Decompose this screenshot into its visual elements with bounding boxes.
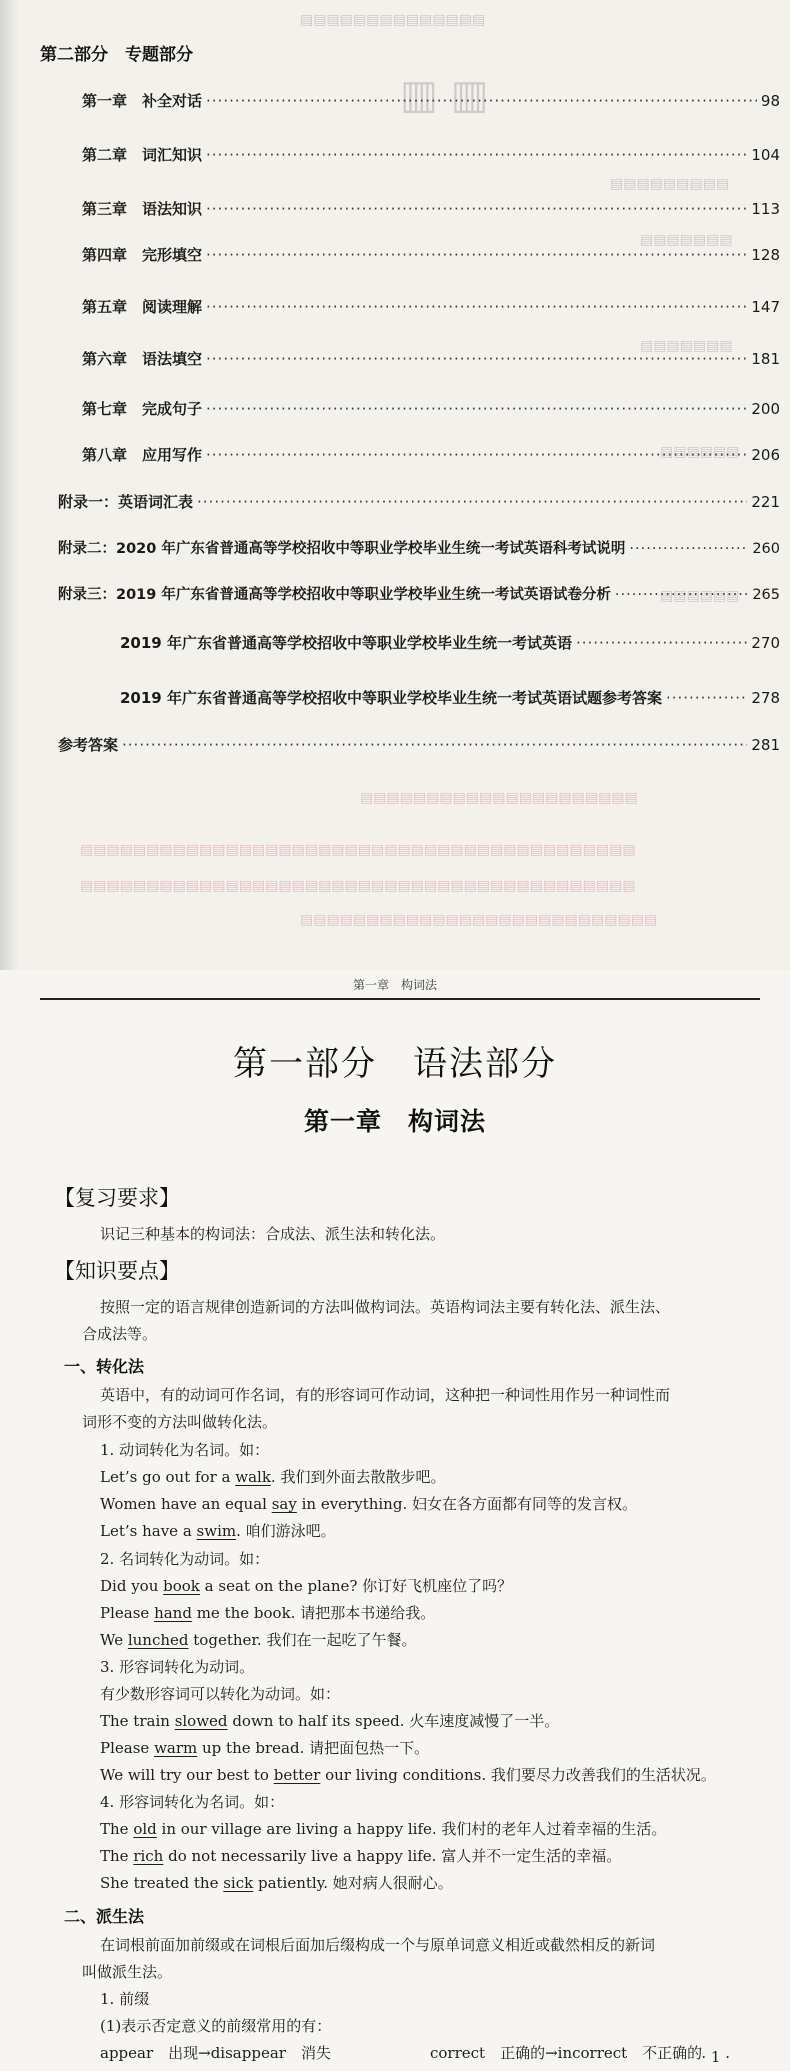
toc-leader-dots	[206, 92, 757, 110]
toc-entry-label: 2019 年广东省普通高等学校招收中等职业学校毕业生统一考试英语	[120, 634, 572, 652]
example-sentence: Did you book a seat on the plane? 你订好飞机座位了吗？	[100, 1577, 513, 1595]
review-text: 识记三种基本的构词法：合成法、派生法和转化法。	[100, 1225, 446, 1243]
toc-entry-page: 113	[751, 200, 780, 218]
show-through-text: ▤▤▤▤▤▤▤	[640, 232, 733, 248]
toc-entry-label: 参考答案	[58, 736, 119, 754]
toc-entry-page: 270	[751, 634, 780, 652]
toc-leader-dots	[615, 587, 748, 603]
toc-entry-page: 181	[751, 350, 780, 368]
chapter-title: 第一章 构词法	[303, 1107, 486, 1136]
toc-entry-label: 附录三：2019 年广东省普通高等学校招收中等职业学校毕业生统一考试英语试卷分析	[58, 587, 611, 603]
section-heading: 二、派生法	[64, 1907, 145, 1926]
toc-entry[interactable]	[58, 537, 780, 558]
word-pair: appear 出现→disappear 消失	[100, 2044, 331, 2062]
section-heading: 一、转化法	[64, 1357, 145, 1376]
knowledge-heading: 【知识要点】	[54, 1259, 180, 1283]
toc-entry-page: 281	[751, 736, 780, 754]
toc-entry-label: 2019 年广东省普通高等学校招收中等职业学校毕业生统一考试英语试题参考答案	[120, 689, 662, 707]
toc-entry-page: 98	[760, 92, 780, 110]
toc-entry-page: 278	[751, 689, 780, 707]
toc-leader-dots	[206, 246, 747, 264]
toc-entry-label: 附录二：2020 年广东省普通高等学校招收中等职业学校毕业生统一考试英语科考试说明	[58, 541, 626, 557]
key-word: rich	[133, 1847, 164, 1865]
toc-entry[interactable]	[82, 348, 780, 369]
item-title: 2. 名词转化为动词。如：	[100, 1550, 270, 1568]
toc-entry[interactable]	[58, 583, 780, 604]
toc-entry[interactable]	[120, 687, 780, 708]
toc-leader-dots	[206, 146, 747, 164]
toc-leader-dots	[629, 541, 748, 557]
show-through-text: ▤▤▤▤▤▤▤	[640, 338, 733, 354]
key-word: slowed	[174, 1712, 228, 1730]
show-through-text: ▤▤▤▤▤▤▤▤▤▤▤▤▤▤▤▤▤▤▤▤▤▤▤▤▤▤▤	[300, 912, 658, 928]
item-title: 3. 形容词转化为动词。	[100, 1658, 255, 1676]
toc-entry[interactable]	[82, 90, 780, 111]
item-title: 4. 形容词转化为名词。如：	[100, 1793, 285, 1811]
toc-entry-page: 128	[751, 246, 780, 264]
key-word: better	[273, 1766, 321, 1784]
example-sentence: Let’s have a swim. 咱们游泳吧。	[100, 1522, 336, 1540]
example-sentence: Please warm up the bread. 请把面包热一下。	[100, 1739, 430, 1757]
toc-entry[interactable]	[58, 491, 780, 512]
toc-entry[interactable]	[82, 244, 780, 265]
show-through-text: ▤▤▤▤▤▤▤▤▤▤▤▤▤▤	[300, 12, 486, 28]
toc-leader-dots	[206, 400, 747, 418]
toc-entry-label: 第二章 词汇知识	[82, 146, 203, 164]
show-through-text: ▥ ▥	[400, 72, 489, 118]
example-sentence: Let’s go out for a walk. 我们到外面去散散步吧。	[100, 1468, 446, 1486]
body-text: 英语中，有的动词可作名词，有的形容词可作动词，这种把一种词性用作另一种词性而	[100, 1386, 671, 1404]
toc-entry-label: 第四章 完形填空	[82, 246, 203, 264]
toc-leader-dots	[576, 634, 747, 652]
toc-entry[interactable]	[82, 144, 780, 165]
toc-entry-page: 147	[751, 298, 780, 316]
toc-entry[interactable]	[82, 444, 780, 465]
toc-entry-page: 104	[751, 146, 780, 164]
word-pair: correct 正确的→incorrect 不正确的	[430, 2044, 703, 2062]
show-through-text: ▤▤▤▤▤▤	[660, 444, 740, 460]
page-number: · 1 ·	[701, 2048, 730, 2066]
toc-leader-dots	[666, 689, 747, 707]
running-head: 第一章 构词法	[352, 978, 437, 992]
toc-entry[interactable]	[58, 734, 780, 755]
toc-entry-label: 第一章 补全对话	[82, 92, 203, 110]
show-through-text: ▤▤▤▤▤▤▤▤▤▤▤▤▤▤▤▤▤▤▤▤▤▤▤▤▤▤▤▤▤▤▤▤▤▤▤▤▤▤▤▤▤▤	[80, 878, 636, 894]
toc-entry-label: 第六章 语法填空	[82, 350, 203, 368]
toc-leader-dots	[206, 446, 747, 464]
body-text: 在词根前面加前缀或在词根后面加后缀构成一个与原单词意义相近或截然相反的新词	[100, 1936, 656, 1954]
toc-leader-dots	[122, 736, 747, 754]
example-sentence: Please hand me the book. 请把那本书递给我。	[100, 1604, 436, 1622]
binding-shadow	[0, 0, 18, 970]
toc-entry[interactable]	[82, 198, 780, 219]
key-word: warm	[154, 1739, 198, 1757]
toc-entry-label: 附录一：英语词汇表	[58, 493, 194, 511]
example-sentence: The old in our village are living a happy life. 我们村的老年人过着幸福的生活。	[100, 1820, 667, 1838]
body-text: (1)表示否定意义的前缀常用的有：	[100, 2017, 332, 2035]
key-word: lunched	[127, 1631, 189, 1649]
part-title: 第一部分 语法部分	[233, 1044, 557, 1084]
example-sentence: Women have an equal say in everything. 妇女在各方面都有同等的发言权。	[100, 1495, 637, 1513]
toc-entry[interactable]	[82, 296, 780, 317]
body-text: 有少数形容词可以转化为动词。如：	[100, 1685, 341, 1703]
toc-entry-page: 221	[751, 493, 780, 511]
toc-entry-label: 第五章 阅读理解	[82, 298, 203, 316]
body-text: 按照一定的语言规律创造新词的方法叫做构词法。英语构词法主要有转化法、派生法、	[100, 1298, 671, 1316]
body-text: 词形不变的方法叫做转化法。	[82, 1413, 278, 1431]
key-word: say	[271, 1495, 297, 1513]
key-word: walk	[235, 1468, 271, 1486]
show-through-text: ▤▤▤▤▤▤	[660, 588, 740, 604]
item-title: 1. 前缀	[100, 1990, 150, 2008]
toc-entry[interactable]	[120, 632, 780, 653]
show-through-text: ▤▤▤▤▤▤▤▤▤▤▤▤▤▤▤▤▤▤▤▤▤	[360, 790, 638, 806]
toc-entry[interactable]	[82, 398, 780, 419]
example-sentence: The rich do not necessarily live a happy life. 富人并不一定生活的幸福。	[100, 1847, 622, 1865]
body-text: 叫做派生法。	[82, 1963, 173, 1981]
body-text: 合成法等。	[82, 1325, 158, 1343]
toc-entry-page: 260	[752, 541, 780, 557]
header-rule	[40, 998, 760, 1000]
key-word: book	[163, 1577, 200, 1595]
toc-part-heading: 第二部分 专题部分	[40, 45, 193, 65]
toc-leader-dots	[206, 200, 747, 218]
example-sentence: We will try our best to better our living conditions. 我们要尽力改善我们的生活状况。	[100, 1766, 716, 1784]
toc-entry-page: 206	[751, 446, 780, 464]
toc-entry-label: 第三章 语法知识	[82, 200, 203, 218]
toc-entry-page: 200	[751, 400, 780, 418]
toc-leader-dots	[206, 298, 747, 316]
key-word: sick	[223, 1874, 254, 1892]
key-word: hand	[154, 1604, 192, 1622]
example-sentence: She treated the sick patiently. 她对病人很耐心。	[100, 1874, 453, 1892]
key-word: swim	[196, 1522, 237, 1540]
key-word: old	[133, 1820, 157, 1838]
review-heading: 【复习要求】	[54, 1186, 180, 1210]
toc-entry-page: 265	[752, 587, 780, 603]
item-title: 1. 动词转化为名词。如：	[100, 1441, 270, 1459]
toc-leader-dots	[197, 493, 747, 511]
toc-entry-label: 第八章 应用写作	[82, 446, 203, 464]
toc-page	[0, 0, 790, 970]
toc-leader-dots	[206, 350, 747, 368]
show-through-text: ▤▤▤▤▤▤▤▤▤	[610, 176, 730, 192]
chapter-page	[0, 970, 790, 2071]
example-sentence: The train slowed down to half its speed. 火车速度减慢了一半。	[100, 1712, 560, 1730]
toc-entry-label: 第七章 完成句子	[82, 400, 203, 418]
show-through-text: ▤▤▤▤▤▤▤▤▤▤▤▤▤▤▤▤▤▤▤▤▤▤▤▤▤▤▤▤▤▤▤▤▤▤▤▤▤▤▤▤▤▤	[80, 842, 636, 858]
example-sentence: We lunched together. 我们在一起吃了午餐。	[100, 1631, 417, 1649]
